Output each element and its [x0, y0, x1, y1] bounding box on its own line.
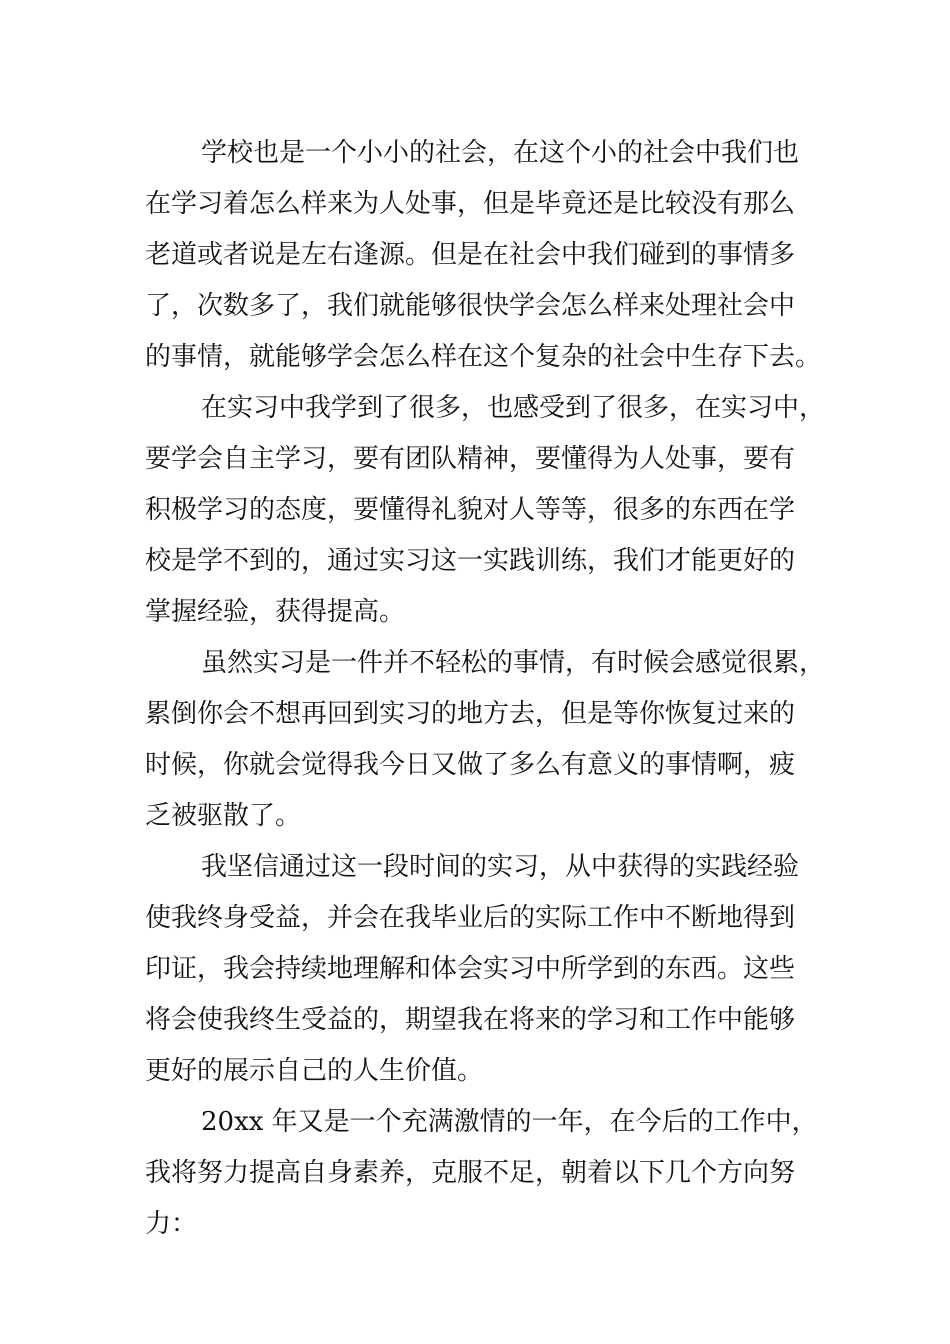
paragraph-lifelong-benefit	[145, 842, 810, 1097]
paragraph-line: 校是学不到的，通过实习这一实践训练，我们才能更好的	[145, 546, 796, 576]
paragraph-line: 在学习着怎么样来为人处事，但是毕竟还是比较没有那么	[145, 189, 796, 219]
paragraph-internship-fatigue	[145, 638, 826, 842]
paragraph-line: 老道或者说是左右逢源。但是在社会中我们碰到的事情多	[145, 240, 796, 270]
paragraph-line: 累倒你会不想再回到实习的地方去，但是等你恢复过来的	[145, 699, 796, 729]
paragraph-line: 学校也是一个小小的社会，在这个小的社会中我们也	[201, 138, 800, 168]
paragraph-line: 的事情，就能够学会怎么样在这个复杂的社会中生存下去。	[145, 342, 822, 372]
paragraph-school-society	[145, 128, 822, 383]
paragraph-line: 将会使我终生受益的，期望我在将来的学习和工作中能够	[145, 1005, 796, 1035]
document-body	[145, 128, 826, 1250]
paragraph-line: 印证，我会持续地理解和体会实习中所学到的东西。这些	[145, 954, 796, 984]
paragraph-line: 使我终身受益，并会在我毕业后的实际工作中不断地得到	[145, 903, 796, 933]
paragraph-line: 积极学习的态度，要懂得礼貌对人等等，很多的东西在学	[145, 495, 796, 525]
paragraph-line: 更好的展示自己的人生价值。	[145, 1056, 484, 1086]
paragraph-new-year-goals	[145, 1097, 818, 1250]
paragraph-line: 了，次数多了，我们就能够很快学会怎么样来处理社会中	[145, 291, 796, 321]
paragraph-line: 我坚信通过这一段时间的实习，从中获得的实践经验	[201, 852, 800, 882]
paragraph-line: 时候，你就会觉得我今日又做了多么有意义的事情啊，疲	[145, 750, 796, 780]
paragraph-line: 力：	[145, 1209, 198, 1239]
paragraph-line: 我将努力提高自身素养，克服不足，朝着以下几个方向努	[145, 1158, 796, 1188]
paragraph-line: 掌握经验，获得提高。	[145, 597, 406, 627]
paragraph-line: 在实习中我学到了很多，也感受到了很多，在实习中，	[201, 393, 826, 423]
paragraph-line: 乏被驱散了。	[145, 801, 302, 831]
paragraph-line: 要学会自主学习，要有团队精神，要懂得为人处事，要有	[145, 444, 796, 474]
paragraph-line: 20xx 年又是一个充满激情的一年，在今后的工作中，	[201, 1107, 818, 1137]
paragraph-line: 虽然实习是一件并不轻松的事情，有时候会感觉很累，	[201, 648, 826, 678]
paragraph-internship-learning	[145, 383, 826, 638]
